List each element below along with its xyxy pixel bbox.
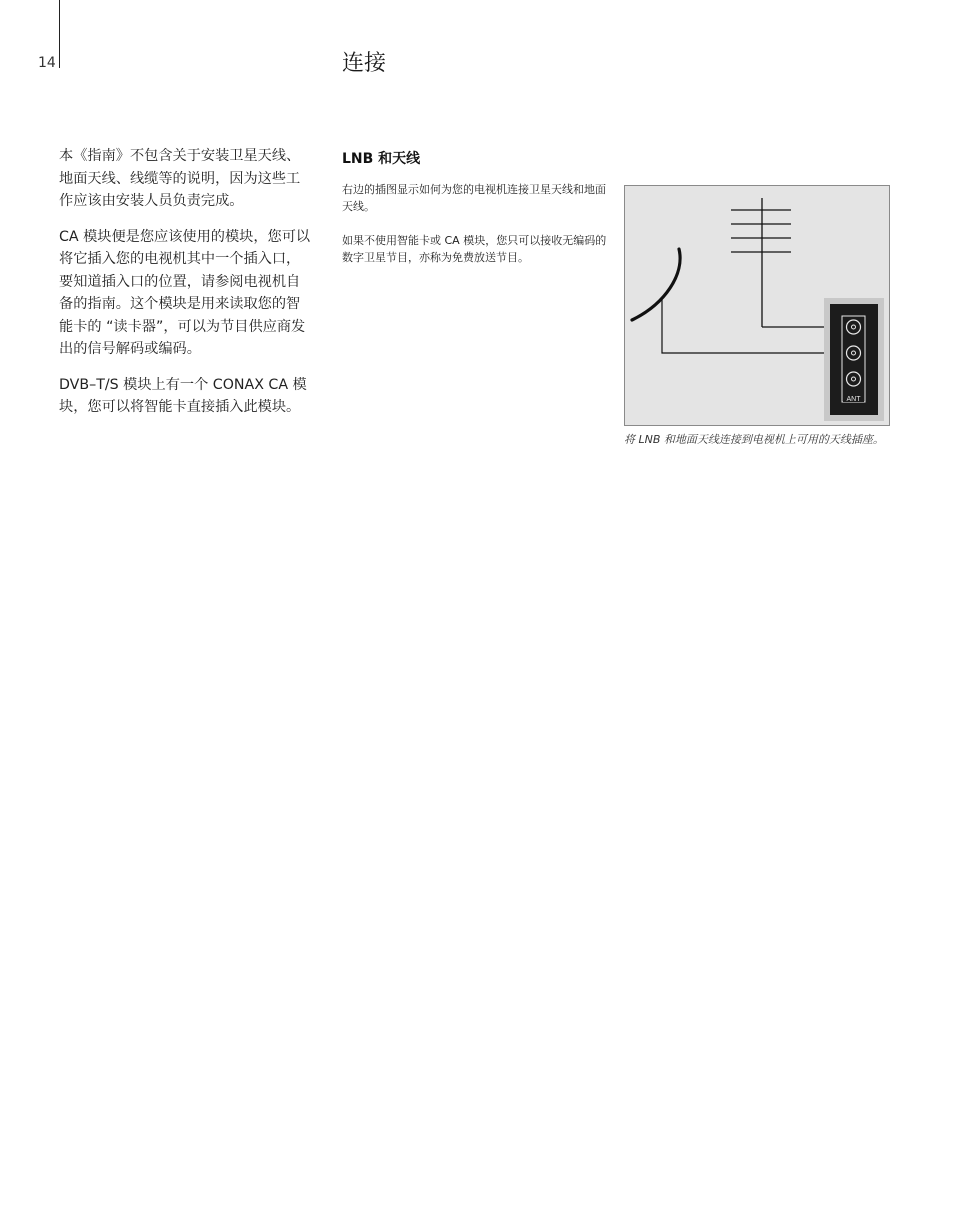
intro-text-column (59, 145, 314, 432)
connection-illustration (624, 185, 890, 426)
page-title: 连接 (342, 51, 387, 76)
connection-diagram (625, 186, 889, 425)
page-number: 14 (38, 55, 56, 71)
intro-paragraph: 本《指南》不包含关于安装卫星天线、地面天线、线缆等的说明，因为这些工作应该由安装人员负责完成。 (59, 148, 301, 209)
section-text-column (342, 181, 610, 283)
satellite-dish-icon (632, 249, 680, 320)
section-paragraph: 右边的插图显示如何为您的电视机连接卫星天线和地面天线。 (342, 183, 606, 213)
intro-paragraph: CA 模块便是您应该使用的模块，您可以将它插入您的电视机其中一个插入口，要知道插入口的位置，请参阅电视机自备的指南。这个模块是用来读取您的智能卡的 “读卡器”，可以为节目供应商发出的信号解码或编码。 (59, 228, 311, 357)
section-heading: LNB 和天线 (342, 151, 421, 167)
terrestrial-antenna-icon (731, 198, 791, 327)
antenna-socket-icon (824, 298, 884, 421)
section-paragraph: 如果不使用智能卡或 CA 模块，您只可以接收无编码的数字卫星节目，亦称为免费放送节目。 (342, 234, 607, 264)
socket-label: ANT (846, 396, 861, 403)
intro-paragraph: DVB–T/S 模块上有一个 CONAX CA 模块，您可以将智能卡直接插入此模块。 (59, 376, 307, 415)
figure-caption: 将 LNB 和地面天线连接到电视机上可用的天线插座。 (624, 433, 884, 446)
margin-rule (59, 0, 60, 68)
